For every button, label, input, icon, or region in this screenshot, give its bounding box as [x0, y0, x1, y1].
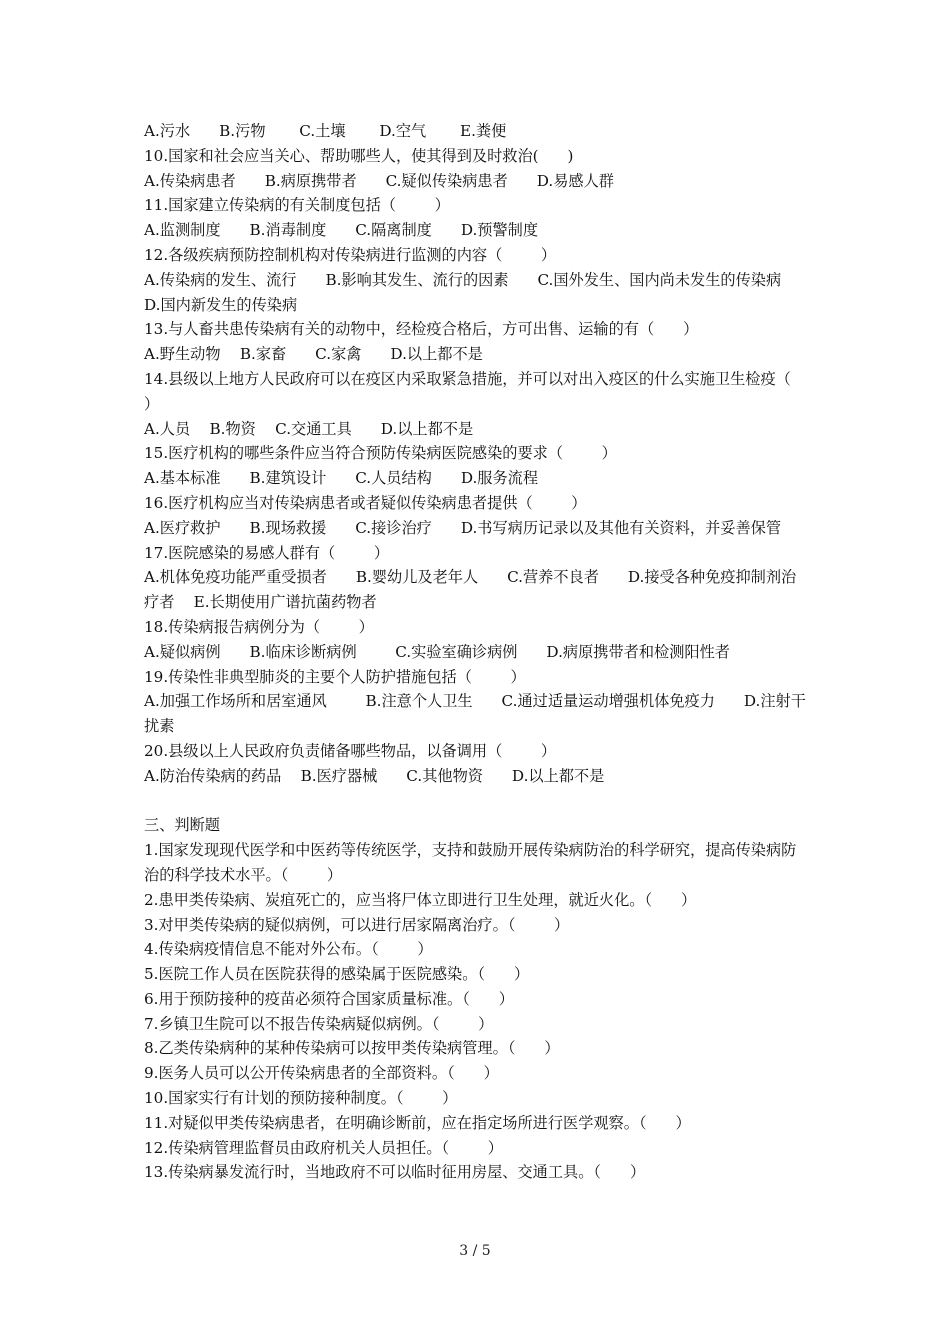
- question-text: 13.传染病暴发流行时，当地政府不可以临时征用房屋、交通工具。（ ）: [144, 1163, 646, 1182]
- answer-options: A.传染病患者 B.病原携带者 C.疑似传染病患者 D.易感人群: [144, 171, 614, 190]
- answer-options: A.基本标准 B.建筑设计 C.人员结构 D.服务流程: [144, 469, 539, 488]
- question-text: 14.县级以上地方人民政府可以在疫区内采取紧急措施，并可以对出入疫区的什么实施卫生检疫（ ）: [144, 369, 820, 413]
- question-text: 17.医院感染的易感人群有（ ）: [144, 543, 390, 562]
- page-number: 3 / 5: [459, 1243, 491, 1259]
- question-text: 19.传染性非典型肺炎的主要个人防护措施包括（ ）: [144, 667, 526, 686]
- question-text: 3.对甲类传染病的疑似病例，可以进行居家隔离治疗。（ ）: [144, 915, 570, 934]
- answer-options: A.传染病的发生、流行 B.影响其发生、流行的因素 C.国外发生、国内尚未发生的传染病 D.国内新发生的传染病: [144, 270, 801, 314]
- question-text: 13.与人畜共患传染病有关的动物中，经检疫合格后，方可出售、运输的有（ ）: [144, 320, 699, 339]
- answer-options: A.人员 B.物资 C.交通工具 D.以上都不是: [144, 419, 474, 438]
- question-text: 11.对疑似甲类传染病患者，在明确诊断前，应在指定场所进行医学观察。（ ）: [144, 1113, 691, 1132]
- answer-options: A.疑似病例 B.临床诊断病例 C.实验室确诊病例 D.病原携带者和检测阳性者: [144, 642, 730, 661]
- blank-line: [144, 789, 809, 814]
- answer-options: A.机体免疫功能严重受损者 B.婴幼儿及老年人 C.营养不良者 D.接受各种免疫抑制剂治疗者 E.长期使用广谱抗菌药物者: [144, 568, 797, 612]
- question-text: 2.患甲类传染病、炭疽死亡的，应当将尸体立即进行卫生处理，就近火化。（ ）: [144, 890, 697, 909]
- page-content: [144, 119, 820, 1185]
- question-text: 10.国家实行有计划的预防接种制度。（ ）: [144, 1089, 458, 1108]
- answer-options: A.野生动物 B.家畜 C.家禽 D.以上都不是: [144, 345, 483, 364]
- question-text: 10.国家和社会应当关心、帮助哪些人，使其得到及时救治( ): [144, 146, 574, 165]
- answer-options: A.防治传染病的药品 B.医疗器械 C.其他物资 D.以上都不是: [144, 766, 605, 785]
- answer-options: A.加强工作场所和居室通风 B.注意个人卫生 C.通过适量运动增强机体免疫力 D.注射干扰素: [144, 692, 806, 736]
- question-text: 11.国家建立传染病的有关制度包括（ ）: [144, 196, 450, 215]
- answer-options: A.监测制度 B.消毒制度 C.隔离制度 D.预警制度: [144, 221, 539, 240]
- question-text: 12.各级疾病预防控制机构对传染病进行监测的内容（ ）: [144, 245, 557, 264]
- question-text: 16.医疗机构应当对传染病患者或者疑似传染病患者提供（ ）: [144, 493, 587, 512]
- question-text: 15.医疗机构的哪些条件应当符合预防传染病医院感染的要求（ ）: [144, 444, 617, 463]
- question-text: 5.医院工作人员在医院获得的感染属于医院感染。（ ）: [144, 965, 530, 984]
- question-text: 7.乡镇卫生院可以不报告传染病疑似病例。（ ）: [144, 1014, 494, 1033]
- question-text: 18.传染病报告病例分为（ ）: [144, 617, 374, 636]
- true-false-block: [144, 838, 809, 1185]
- question-text: 9.医务人员可以公开传染病患者的全部资料。（ ）: [144, 1064, 499, 1083]
- question-text: 8.乙类传染病种的某种传染病可以按甲类传染病管理。（ ）: [144, 1039, 560, 1058]
- section-title: 三、判断题: [144, 816, 220, 835]
- question-text: 12.传染病管理监督员由政府机关人员担任。（ ）: [144, 1138, 503, 1157]
- question-text: 6.用于预防接种的疫苗必须符合国家质量标准。（ ）: [144, 989, 514, 1008]
- multiple-choice-block: [144, 119, 820, 789]
- question-text: 4.传染病疫情信息不能对外公布。（ ）: [144, 940, 433, 959]
- question-text: 20.县级以上人民政府负责储备哪些物品，以备调用（ ）: [144, 741, 557, 760]
- question-text: 1.国家发现现代医学和中医药等传统医学，支持和鼓励开展传染病防治的科学研究，提高传染病防治的科学技术水平。（ ）: [144, 841, 797, 884]
- answer-options: A.医疗救护 B.现场救援 C.接诊治疗 D.书写病历记录以及其他有关资料，并妥善保管: [144, 518, 782, 537]
- answer-options: A.污水 B.污物 C.土壤 D.空气 E.粪便: [144, 122, 507, 140]
